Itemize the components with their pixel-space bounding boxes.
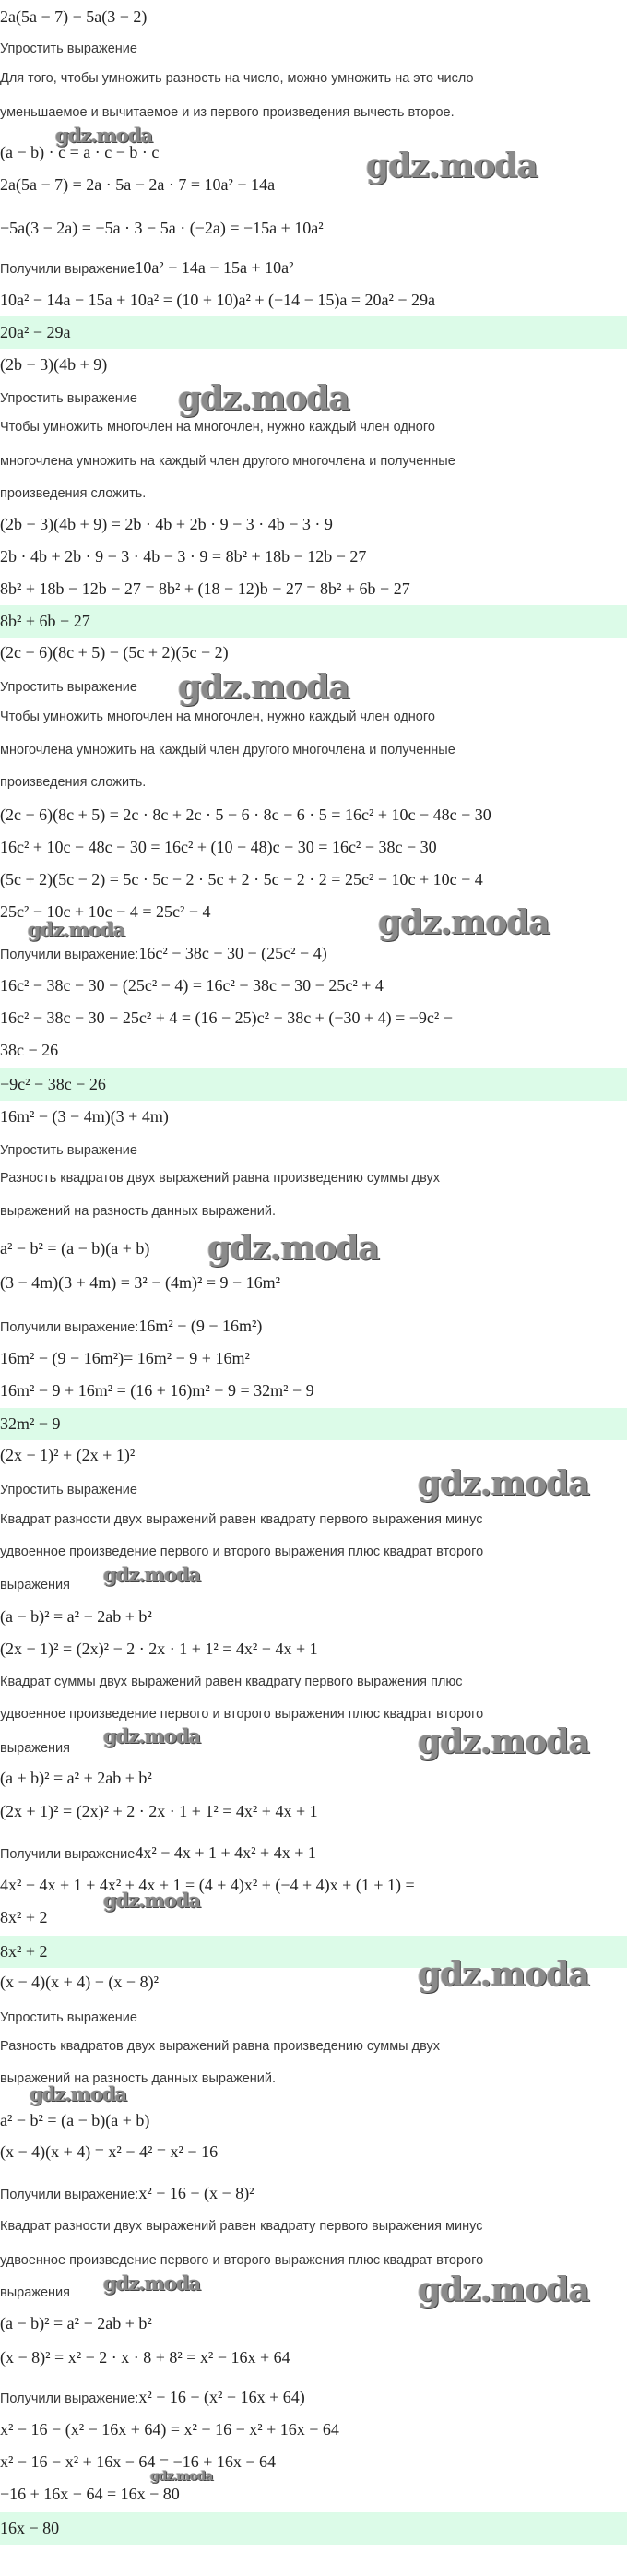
result-line	[0, 2181, 627, 2205]
math-line: 2a(5a − 7) = 2a · 5a − 2a · 7 = 10a² − 14a	[0, 175, 276, 194]
watermark-logo: gdz.moda	[366, 147, 538, 185]
watermark-logo: gdz.moda	[418, 1464, 589, 1503]
watermark-logo: gdz.moda	[418, 2271, 589, 2309]
math-line: 16m² − 9 + 16m² = (16 + 16)m² − 9 = 32m² − 9	[0, 1381, 314, 1400]
result-label: Получили выражение:	[0, 2188, 139, 2202]
explanation-text: выражения	[0, 1578, 70, 1592]
result-label: Получили выражение	[0, 1847, 136, 1862]
answer-highlight: 8x² + 2	[0, 1936, 627, 1968]
math-line: 16c² − 38c − 30 − 25c² + 4 = (16 − 25)c² − 38c + (−30 + 4) = −9c² −	[0, 1008, 453, 1027]
math-line: (2c − 6)(8c + 5) = 2c · 8c + 2c · 5 − 6 · 8c − 6 · 5 = 16c² + 10c − 48c − 30	[0, 805, 491, 824]
math-line: (a − b)² = a² − 2ab + b²	[0, 1607, 152, 1626]
explanation-text: удвоенное произведение первого и второго выражения плюс квадрат второго	[0, 2253, 484, 2268]
watermark-logo: gdz.moda	[28, 918, 125, 941]
math-line: (2x − 1)² + (2x + 1)²	[0, 1446, 136, 1464]
result-expression: 10a² − 14a − 15a + 10a²	[135, 258, 294, 277]
explanation-text: Квадрат разности двух выражений равен квадрату первого выражения минус	[0, 2219, 483, 2234]
explanation-text: Чтобы умножить многочлен на многочлен, нужно каждый член одного	[0, 420, 435, 435]
watermark-logo: gdz.moda	[418, 1955, 589, 1994]
explanation-text: Квадрат суммы двух выражений равен квадрату первого выражения плюс	[0, 1675, 463, 1689]
math-line: 38c − 26	[0, 1041, 59, 1059]
result-expression: x² − 16 − (x² − 16x + 64)	[138, 2388, 305, 2406]
explanation-text: Разность квадратов двух выражений равна произведению суммы двух	[0, 2039, 440, 2054]
math-line: (2c − 6)(8c + 5) − (5c + 2)(5c − 2)	[0, 643, 229, 662]
math-line: 8x² + 2	[0, 1908, 48, 1926]
result-expression: 16c² − 38c − 30 − (25c² − 4)	[138, 944, 327, 962]
result-expression: x² − 16 − (x − 8)²	[138, 2184, 254, 2202]
watermark-logo: gdz.moda	[178, 379, 349, 418]
explanation-text: Упростить выражение	[0, 42, 137, 56]
math-line: −5a(3 − 2a) = −5a · 3 − 5a · (−2a) = −15a + 10a²	[0, 219, 324, 237]
explanation-text: Упростить выражение	[0, 2010, 137, 2025]
math-line: 16c² − 38c − 30 − (25c² − 4) = 16c² − 38c − 30 − 25c² + 4	[0, 976, 384, 995]
explanation-text: Упростить выражение	[0, 391, 137, 406]
result-label: Получили выражение:	[0, 1320, 139, 1335]
explanation-text: Чтобы умножить многочлен на многочлен, нужно каждый член одного	[0, 710, 435, 724]
watermark-logo: gdz.moda	[103, 1563, 201, 1586]
math-line: (2x − 1)² = (2x)² − 2 · 2x · 1 + 1² = 4x² − 4x + 1	[0, 1640, 318, 1658]
result-expression: 4x² − 4x + 1 + 4x² + 4x + 1	[135, 1843, 316, 1862]
explanation-text: Упростить выражение	[0, 680, 137, 695]
explanation-text: многочлена умножить на каждый член другого многочлена и полученные	[0, 454, 455, 469]
watermark-logo: gdz.moda	[378, 903, 550, 942]
result-label: Получили выражение:	[0, 948, 139, 962]
math-line: (a − b)² = a² − 2ab + b²	[0, 2314, 152, 2332]
explanation-text: выражений на разность данных выражений.	[0, 1204, 277, 1219]
watermark-logo: gdz.moda	[207, 1229, 379, 1268]
watermark-logo: gdz.moda	[30, 2082, 127, 2105]
math-line: (3 − 4m)(3 + 4m) = 3² − (4m)² = 9 − 16m²	[0, 1273, 281, 1292]
answer-highlight: 20a² − 29a	[0, 316, 627, 349]
math-line: a² − b² = (a − b)(a + b)	[0, 2111, 150, 2129]
math-line: 2a(5a − 7) − 5a(3 − 2)	[0, 7, 148, 26]
answer-highlight: 32m² − 9	[0, 1408, 627, 1440]
result-label: Получили выражение:	[0, 2391, 139, 2406]
explanation-text: многочлена умножить на каждый член другого многочлена и полученные	[0, 743, 455, 757]
watermark-logo: gdz.moda	[55, 124, 153, 147]
answer-highlight: 16x − 80	[0, 2512, 627, 2545]
math-line: (x − 8)² = x² − 2 · x · 8 + 8² = x² − 16x + 64	[0, 2348, 290, 2367]
explanation-text: выражений на разность данных выражений.	[0, 2071, 277, 2086]
math-line: a² − b² = (a − b)(a + b)	[0, 1239, 150, 1258]
result-label: Получили выражение	[0, 262, 136, 277]
math-line: 10a² − 14a − 15a + 10a² = (10 + 10)a² + (−14 − 15)a = 20a² − 29a	[0, 291, 435, 309]
watermark-logo: gdz.moda	[103, 1724, 201, 1747]
math-line: x² − 16 − x² + 16x − 64 = −16 + 16x − 64	[0, 2452, 277, 2471]
math-line: (2b − 3)(4b + 9) = 2b · 4b + 2b · 9 − 3 · 4b − 3 · 9	[0, 515, 333, 533]
math-line: (5c + 2)(5c − 2) = 5c · 5c − 2 · 5c + 2 · 5c − 2 · 2 = 25c² − 10c + 10c − 4	[0, 870, 483, 888]
explanation-text: Разность квадратов двух выражений равна произведению суммы двух	[0, 1171, 440, 1186]
math-line: 8b² + 18b − 12b − 27 = 8b² + (18 − 12)b − 27 = 8b² + 6b − 27	[0, 579, 410, 598]
explanation-text: уменьшаемое и вычитаемое и из первого произведения вычесть второе.	[0, 105, 455, 120]
explanation-text: выражения	[0, 2285, 70, 2300]
explanation-text: удвоенное произведение первого и второго выражения плюс квадрат второго	[0, 1544, 484, 1559]
explanation-text: Квадрат разности двух выражений равен квадрату первого выражения минус	[0, 1512, 483, 1527]
math-line: (2x + 1)² = (2x)² + 2 · 2x · 1 + 1² = 4x² + 4x + 1	[0, 1802, 318, 1820]
math-line: 16m² − (9 − 16m²)= 16m² − 9 + 16m²	[0, 1349, 250, 1367]
explanation-text: удвоенное произведение первого и второго выражения плюс квадрат второго	[0, 1707, 484, 1722]
math-line: 25c² − 10c + 10c − 4 = 25c² − 4	[0, 902, 211, 921]
explanation-text: Упростить выражение	[0, 1143, 137, 1158]
math-line: −16 + 16x − 64 = 16x − 80	[0, 2485, 180, 2503]
watermark-logo: gdz.moda	[150, 2469, 213, 2484]
math-line: (a + b)² = a² + 2ab + b²	[0, 1769, 152, 1787]
result-line	[0, 1841, 627, 1865]
watermark-logo: gdz.moda	[103, 2272, 201, 2295]
math-line: (2b − 3)(4b + 9)	[0, 355, 108, 374]
watermark-logo: gdz.moda	[103, 1889, 201, 1912]
explanation-text: выражения	[0, 1741, 70, 1756]
watermark-logo: gdz.moda	[418, 1723, 589, 1761]
answer-highlight: −9c² − 38c − 26	[0, 1068, 627, 1101]
math-line: (x − 4)(x + 4) − (x − 8)²	[0, 1973, 159, 1991]
math-line: (a − b) · c = a · c − b · c	[0, 143, 160, 161]
math-line: (x − 4)(x + 4) = x² − 4² = x² − 16	[0, 2142, 219, 2161]
result-expression: 16m² − (9 − 16m²)	[138, 1317, 263, 1335]
explanation-text: Для того, чтобы умножить разность на число, можно умножить на это число	[0, 71, 474, 86]
math-line: x² − 16 − (x² − 16x + 64) = x² − 16 − x² + 16x − 64	[0, 2420, 339, 2439]
math-line: 16m² − (3 − 4m)(3 + 4m)	[0, 1107, 169, 1126]
result-line	[0, 2385, 627, 2409]
result-line	[0, 941, 627, 965]
explanation-text: произведения сложить.	[0, 486, 147, 501]
explanation-text: Упростить выражение	[0, 1483, 137, 1497]
watermark-logo: gdz.moda	[178, 668, 349, 707]
result-line	[0, 256, 627, 280]
math-line: 4x² − 4x + 1 + 4x² + 4x + 1 = (4 + 4)x² + (−4 + 4)x + (1 + 1) =	[0, 1876, 415, 1894]
explanation-text: произведения сложить.	[0, 775, 147, 790]
math-line: 2b · 4b + 2b · 9 − 3 · 4b − 3 · 9 = 8b² + 18b − 12b − 27	[0, 547, 367, 566]
answer-highlight: 8b² + 6b − 27	[0, 605, 627, 638]
math-line: 16c² + 10c − 48c − 30 = 16c² + (10 − 48)c − 30 = 16c² − 38c − 30	[0, 838, 437, 856]
result-line	[0, 1314, 627, 1338]
